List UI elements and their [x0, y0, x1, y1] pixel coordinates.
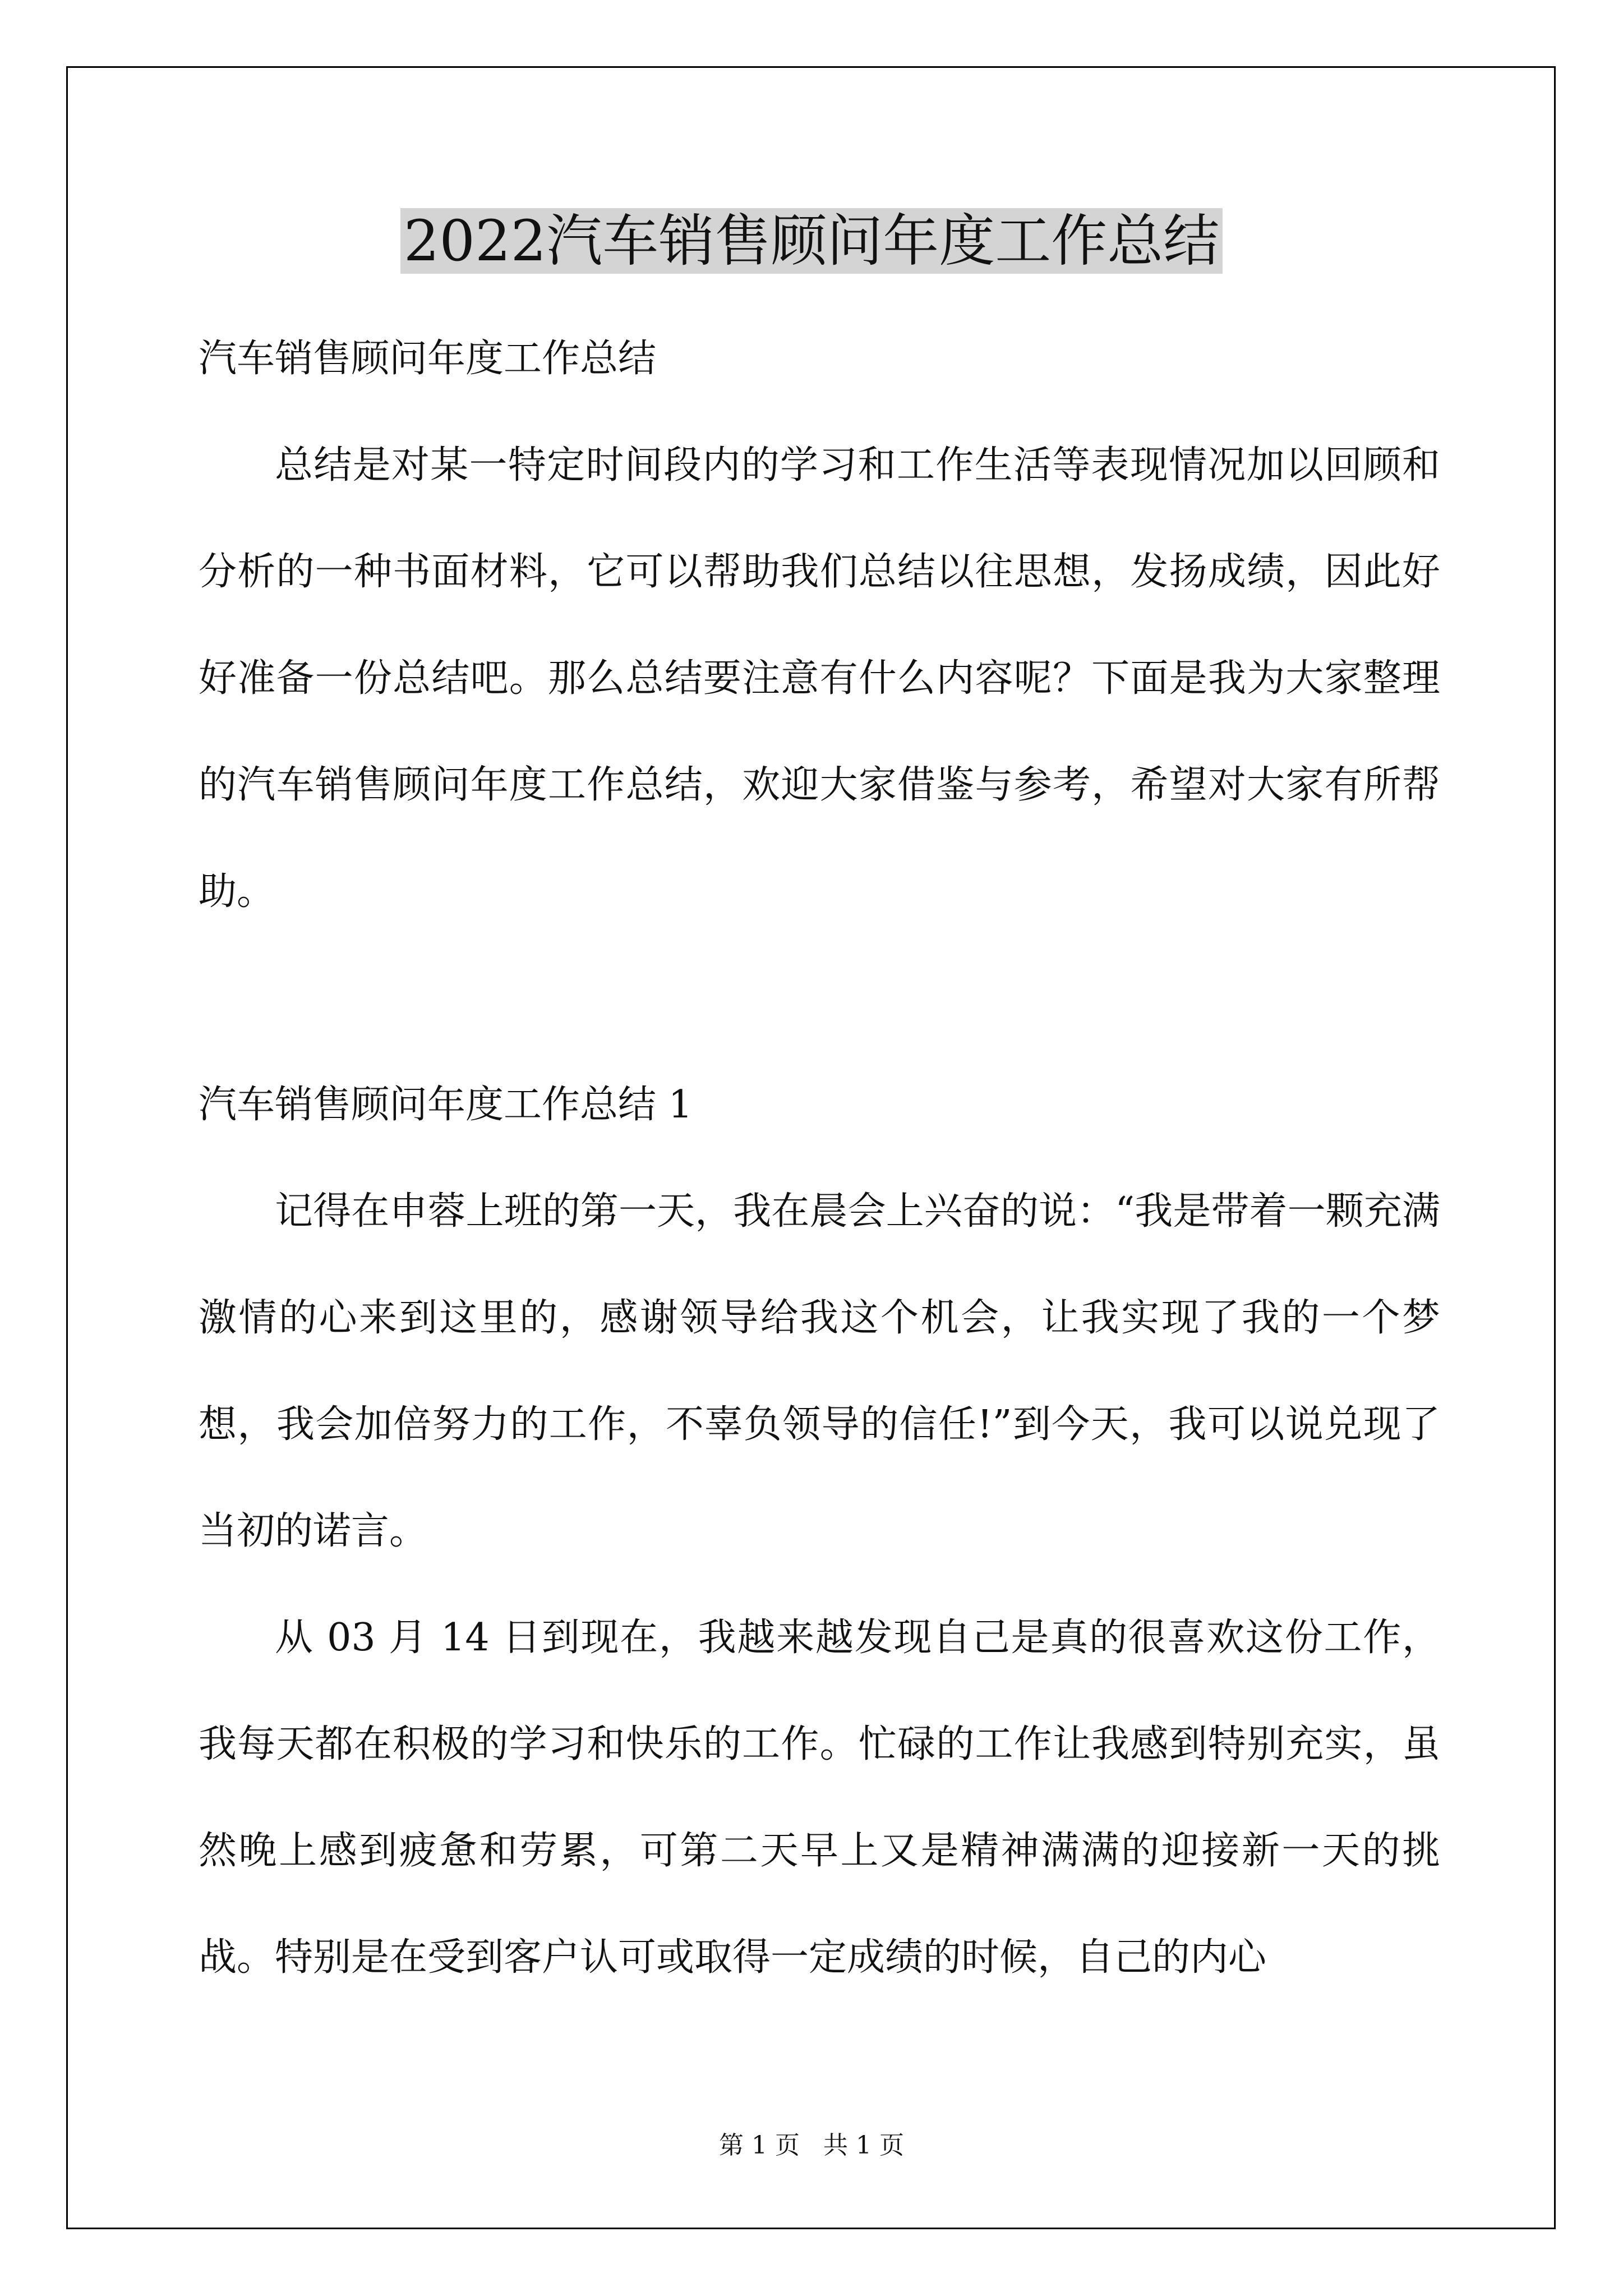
body-paragraph: 从 03 月 14 日到现在，我越来越发现自己是真的很喜欢这份工作，我每天都在积极的学习和快乐的工作。忙碌的工作让我感到特别充实，虽然晚上感到疲惫和劳累，可第二天早上又是精神满满的迎接新一天的挑战。特别是在受到客户认可或取得一定成绩的时候，自己的内心 — [199, 1616, 1440, 1980]
document-title-text: 2022汽车销售顾问年度工作总结 — [400, 208, 1223, 274]
section-heading: 汽车销售顾问年度工作总结 1 — [199, 1083, 693, 1127]
intro-heading: 汽车销售顾问年度工作总结 — [199, 337, 657, 381]
body-paragraph: 记得在申蓉上班的第一天，我在晨会上兴奋的说：“我是带着一颗充满激情的心来到这里的，感谢领导给我这个机会，让我实现了我的一个梦想，我会加倍努力的工作，不辜负领导的信任!”到今天，我可以说兑现了当初的诺言。 — [199, 1189, 1440, 1553]
document-title — [0, 199, 1623, 283]
document-body — [199, 306, 1440, 2011]
page-number-footer: 第 1 页 共 1 页 — [719, 2131, 904, 2160]
intro-paragraph: 总结是对某一特定时间段内的学习和工作生活等表现情况加以回顾和分析的一种书面材料，它可以帮助我们总结以往思想，发扬成绩，因此好好准备一份总结吧。那么总结要注意有什么内容呢？下面是我为大家整理的汽车销售顾问年度工作总结，欢迎大家借鉴与参考，希望对大家有所帮助。 — [199, 443, 1440, 914]
